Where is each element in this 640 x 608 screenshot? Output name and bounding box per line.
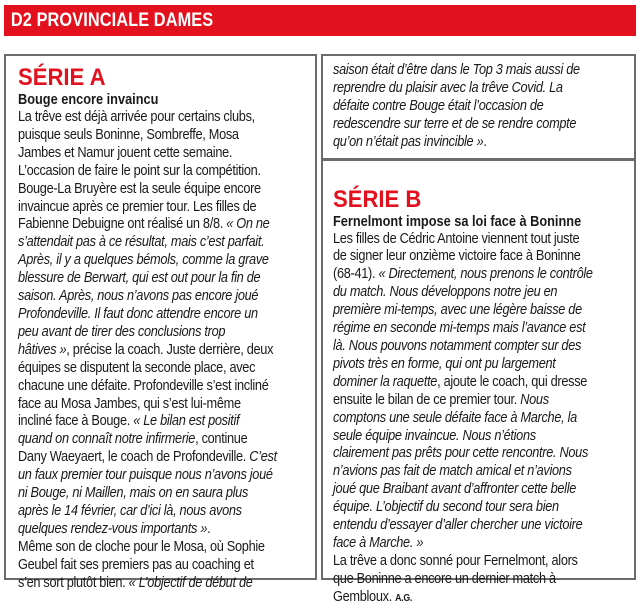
text-line	[18, 234, 275, 252]
text-line	[18, 181, 275, 199]
text-run: , ajoute le coach, qui dresse	[437, 373, 588, 390]
text-line	[18, 449, 275, 467]
text-run: redescendre sur terre et de se rendre compte	[333, 115, 577, 132]
text-line	[333, 98, 593, 116]
section-header	[4, 5, 636, 36]
text-run: .	[207, 520, 211, 537]
serie-a-column	[18, 58, 310, 592]
text-run: saison. Après, nous n’avons pas encore joué	[18, 288, 259, 305]
text-run: ensuite le bilan de ce premier tour.	[333, 391, 521, 408]
text-line	[18, 270, 275, 288]
text-run: ni Bouge, ni Maillen, mais on en saura plus	[18, 485, 249, 502]
text-line	[333, 428, 593, 446]
text-run: première mi-temps, avec une légère baisse de	[333, 302, 582, 319]
text-run: , précise la coach. Juste derrière, deux	[66, 341, 274, 358]
text-run: entendu d’essayer d’aller chercher une victoire	[333, 517, 583, 534]
text-run: « Directement, nous prenons le contrôle	[378, 266, 593, 283]
text-line	[333, 589, 593, 608]
text-line	[18, 503, 275, 521]
serie-b-subtitle: Fernelmont impose sa loi face à Boninne	[333, 213, 582, 230]
text-run: défaite contre Bouge était l’occasion de	[333, 97, 544, 114]
text-run: face à Marche. »	[333, 534, 424, 551]
serie-b-body	[333, 231, 629, 608]
text-run: reprendre du plaisir avec la trêve Covid. La	[333, 79, 563, 96]
serie-a-continuation	[333, 62, 629, 152]
text-run: « Le bilan est positif	[133, 413, 240, 430]
text-run: régime en seconde mi-temps mais l’avance est	[333, 320, 586, 337]
text-run: Nous	[520, 391, 549, 408]
text-line	[18, 485, 275, 503]
text-line	[18, 575, 275, 593]
text-run: Les filles de Cédric Antoine viennent tout juste	[333, 230, 580, 247]
text-run: .	[483, 133, 487, 150]
text-run: joué que Braibant avant d’affronter cette belle	[333, 481, 577, 498]
text-run: Après, il y a quelques bémols, comme la grave	[18, 252, 269, 269]
text-line	[18, 557, 275, 575]
text-line	[333, 445, 593, 463]
text-run: Dany Waeyaert, le coach de Profondeville.	[18, 449, 250, 466]
text-line	[18, 127, 275, 145]
text-run: L’occasion de faire le point sur la compétition.	[18, 162, 261, 179]
text-run: qu’on n’était pas invincible »	[333, 133, 484, 150]
text-line	[333, 535, 593, 553]
serie-a-title: SÉRIE A	[18, 64, 106, 91]
text-run: pivots très en forme, qui ont pu largement	[333, 355, 556, 372]
text-run: « L’objectif de début de	[128, 574, 253, 591]
text-run: C’est	[249, 449, 277, 466]
text-run: blessure de Berwart, qui est out pour la fin de	[18, 270, 261, 287]
text-run: n’avions pas fait de match amical et n’avions	[333, 463, 572, 480]
text-run: Jambes et Namur jouent cette semaine.	[18, 144, 233, 161]
serie-a-subtitle: Bouge encore invaincu	[18, 92, 159, 108]
text-run: chacune une défaite. Profondeville s’est incliné	[18, 377, 269, 394]
serie-b-title: SÉRIE B	[333, 185, 422, 213]
text-run: face au Mosa Jambes, qui s’est lui-même	[18, 395, 241, 412]
section-title: D2 PROVINCIALE DAMES	[10, 9, 214, 31]
text-line	[333, 410, 593, 428]
text-run: Fabienne Debuigne ont réalisé un 8/8.	[18, 216, 227, 233]
text-run: comptons une seule défaite face à Marche, la	[333, 409, 577, 426]
text-run: Bouge-La Bruyère est la seule équipe encore	[18, 180, 261, 197]
text-line	[333, 338, 593, 356]
text-line	[333, 320, 593, 338]
text-run: s’en sort plutôt bien.	[18, 574, 129, 591]
text-run: La trêve a donc sonné pour Fernelmont, alors	[333, 552, 578, 569]
text-line	[333, 134, 593, 152]
text-run: après le 14 février, car d’ici là, nous avons	[18, 502, 242, 519]
text-line	[333, 374, 593, 392]
text-run: « On ne	[226, 216, 270, 233]
text-run: de signer leur onzième victoire face à Boninne	[333, 248, 581, 265]
text-run: Gembloux.	[333, 588, 396, 605]
text-line	[18, 396, 275, 414]
text-line	[18, 521, 275, 539]
text-run: peu avant de tirer des conclusions trop	[18, 323, 226, 340]
text-run: Même son de cloche pour le Mosa, où Sophie	[18, 538, 265, 555]
text-run: dominer la raquette	[333, 373, 438, 390]
author-signature: A.G.	[395, 592, 413, 604]
text-line	[18, 342, 275, 360]
text-line	[18, 378, 275, 396]
text-line	[18, 288, 275, 306]
text-line	[333, 80, 593, 98]
text-line	[18, 163, 275, 181]
text-line	[333, 481, 593, 499]
text-run: seule équipe invaincue. Nous n’étions	[333, 427, 536, 444]
text-run: saison était d’être dans le Top 3 mais aussi de	[333, 62, 580, 78]
text-run: invaincue après ce premier tour. Les filles de	[18, 198, 257, 215]
text-line	[333, 248, 593, 266]
text-run: un faux premier tour puisque nous n’avons joué	[18, 467, 273, 484]
text-line	[18, 324, 275, 342]
text-line	[333, 392, 593, 410]
text-run: hâtives »	[18, 341, 67, 358]
text-line	[333, 284, 593, 302]
text-run: quelques rendez-vous importants »	[18, 520, 208, 537]
text-line	[333, 463, 593, 481]
serie-b-column	[333, 58, 629, 608]
text-run: quand on connaît notre infirmerie	[18, 431, 196, 448]
text-line	[18, 306, 275, 324]
text-run: là. Nous pouvons notamment compter sur des	[333, 337, 582, 354]
text-run: , continue	[195, 431, 248, 448]
text-line	[333, 266, 593, 284]
text-run: incliné face à Bouge.	[18, 413, 134, 430]
text-line	[18, 467, 275, 485]
text-line	[333, 517, 593, 535]
text-line	[18, 252, 275, 270]
text-run: du match. Nous développons notre jeu en	[333, 284, 558, 301]
text-line	[333, 62, 593, 80]
text-line	[333, 231, 593, 249]
text-line	[18, 145, 275, 163]
serie-a-body	[18, 109, 310, 592]
text-run: Geubel fait ses premiers pas au coaching et	[18, 556, 254, 573]
text-run: équipe. L’objectif du second tour sera bien	[333, 499, 559, 516]
text-run: s’attendait pas à ce résultat, mais c’est parfait.	[18, 234, 265, 251]
text-line	[18, 431, 275, 449]
text-run: (68-41).	[333, 266, 379, 283]
text-line	[333, 302, 593, 320]
text-line	[18, 360, 275, 378]
text-run: puisque seuls Boninne, Sombreffe, Mosa	[18, 126, 239, 143]
text-run: La trêve est déjà arrivée pour certains clubs,	[18, 109, 255, 125]
text-run: équipes se disputent la seconde place, avec	[18, 359, 256, 376]
text-line	[18, 539, 275, 557]
text-line	[18, 109, 275, 127]
text-line	[333, 356, 593, 374]
text-run: Profondeville. Il faut donc attendre encore un	[18, 305, 258, 322]
text-run: que Boninne a encore un dernier match à	[333, 570, 556, 587]
text-line	[333, 553, 593, 571]
text-run: clairement pas prêts pour cette rencontre. Nous	[333, 445, 589, 462]
text-line	[333, 499, 593, 517]
text-line	[18, 413, 275, 431]
text-line	[18, 216, 275, 234]
text-line	[18, 199, 275, 217]
text-line	[333, 116, 593, 134]
